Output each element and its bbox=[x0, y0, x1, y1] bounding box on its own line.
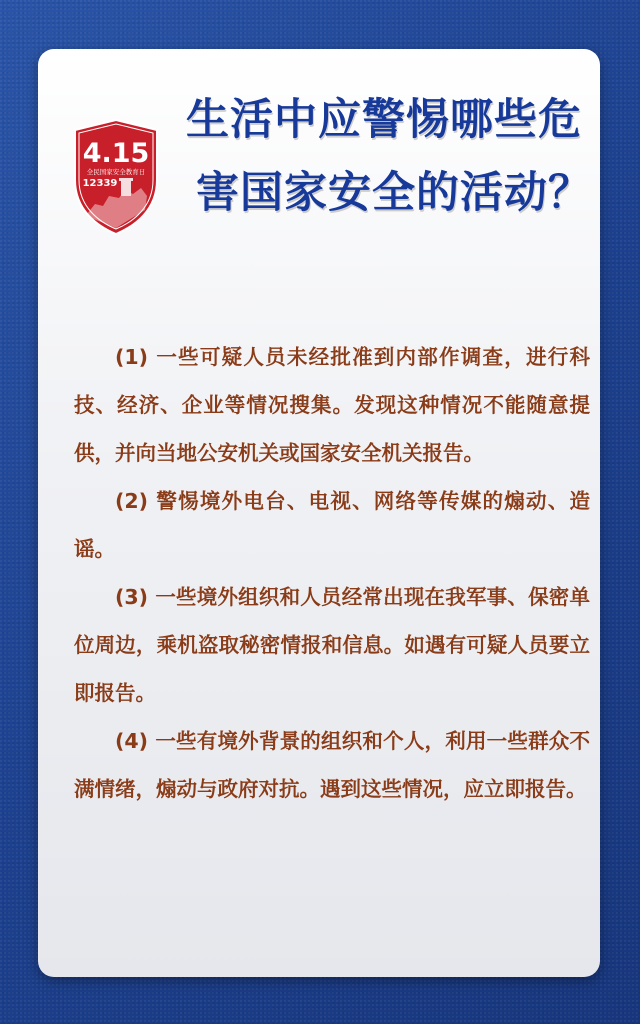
title-line-1: 生活中应警惕哪些危 bbox=[186, 95, 582, 145]
paragraph-3: (3) 一些境外组织和人员经常出现在我军事、保密单位周边，乘机盗取秘密情报和信息。如遇有可疑人员要立即报告。 bbox=[74, 585, 590, 705]
badge-date: 4.15 bbox=[82, 138, 150, 169]
paragraph-2: (2) 警惕境外电台、电视、网络等传媒的煽动、造谣。 bbox=[74, 489, 590, 561]
paragraph-4: (4) 一些有境外背景的组织和个人，利用一些群众不满情绪，煽动与政府对抗。遇到这些情况，应立即报告。 bbox=[74, 729, 590, 801]
page-title bbox=[186, 96, 606, 218]
paragraph-1: (1) 一些可疑人员未经批准到内部作调查，进行科技、经济、企业等情况搜集。发现这种情况不能随意提供，并向当地公安机关或国家安全机关报告。 bbox=[74, 345, 590, 465]
title-line-2: 害国家安全的活动？ bbox=[196, 168, 592, 218]
badge-event-name: 全民国家安全教育日 bbox=[86, 168, 146, 176]
national-security-day-badge bbox=[73, 118, 159, 236]
badge-hotline: 12339 bbox=[82, 178, 118, 189]
article-body bbox=[74, 333, 590, 813]
